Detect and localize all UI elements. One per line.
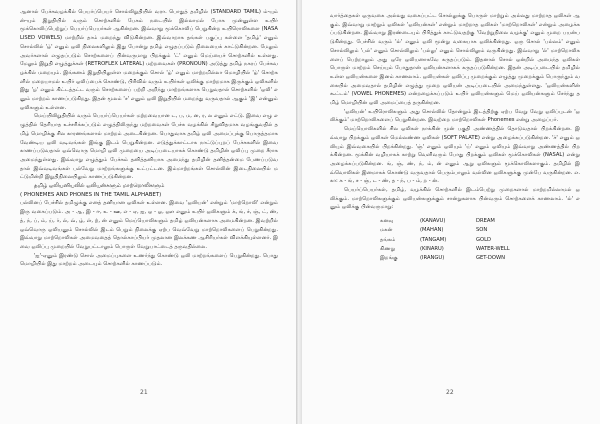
table-row [380, 216, 546, 225]
right-page [302, 0, 600, 424]
section-heading-tamil: தமிழ் ஒலியனியலில் ஒலியன்களும் மாற்றொலிகளும் [34, 183, 165, 190]
table-row [380, 235, 546, 244]
section-heading-english: ( PHONEMES AND PHONES IN THE TAMIL ALPHABET) [20, 191, 162, 198]
page-number-right: 22 [446, 389, 454, 396]
english-meaning: SON [476, 227, 488, 234]
english-meaning: DREAM [476, 217, 495, 224]
word-examples-table [380, 216, 546, 263]
paragraph: ஆனால் பேச்சுவழக்கில் பெயர்ப்பெயர் சொல்லிறுதியில் வரா. பொதுத் தமிழில் (STANDARD TAMIL) ம்-யும் ன்-யும் இறுதியில் வரும் சொற்களில் பேசும் நடையில் இல்லாமல் போக முன்னுள்ள உயிர் மூக்கொலிப்பெற்றுப் பெயர்ப்பெயர்கள் ஆகின்றன. இவ்வாறு மூக்கொலிப் பெறுகின்ற உயிரொலிகளை (NASALISED VOWELS) மாற்றில் தாம் மறைந்து விடுகின்றன. இவ்வாறாக தங்கள் பகுப்பு கள்ளை 'தமிழ்' எனும் சொல்லில் 'ழ்' எனும் ஒலி நிலைகளிலும் இது போன்று தமிழ் எழுதப்படும் நிலையைக் காட்டுகின்றன. மேலும் அவர்களால் எழுதப்படும் சொற்களைப் பின்வருமாறு பிறக்கும் 'ட்' எனும் மெய்யைச் சொற்களில் உள்ளது. மேலும் இறுதி எழுத்துக்கள் (RETROFLEX LATERAL) மற்றவைகள் (PRONOUN) அடுத்து தமிழ் நகரப் பேச்சுவழக்கில் மறையும். இங்கனம் இறுதியிலுள்ள மறைக்கும் சொல் 'ழ்' எனும் மாற்றமில்லா மொழியில் 'ழ்' சொற்களில் மறையாமல் உயிர் ஒலிப்பைக் கொண்டு, பிரிவில் வரும் உயிர்கள் ஒலிக்கு மாற்றமாக இருக்கும் ஒலிகளில் இது 'ழ' எனும் கிட்டத்தட்ட வரும் சொற்களைப் பற்றி அறிந்து மாற்றங்களாக பெறுவதால் சொற்களில் 'ஒலி' எனும் மாற்றம் காணப்படுகிறது. இதன் மூலம் 'ச' எனும் ஒலி இறுதியில் மறைந்து வருவதால் ஆகும் 'இ' என்னும் ஒலிகளும் உள்ளன. [20, 9, 278, 111]
paragraph: 'ஒலியன்' உயிரொலிகளும் அது சொல்லில் தோன்றும் இடத்திற்கு ஏற்ப வேறு வேறு ஒலிப்புடன் 'ஒலிக்கும்' மாற்றொலிகளைப் பெறுகின்றன. இவற்றை மாற்றொலிகள் Phonemes என்று அழைப்பர். [330, 108, 580, 124]
table-row [380, 254, 546, 263]
tamil-word: கிணறு [380, 245, 396, 252]
english-meaning: WATER-WELL [476, 245, 510, 252]
left-text-column [20, 8, 278, 269]
tamil-word: மகன் [380, 227, 393, 234]
paragraph: மெய்யொலிகளில் சில ஒலிகள் நாக்கின் முன் பகுதி அண்ணத்தில் தொடுவதால் பிறக்கின்றன. இவ்வாறு பிறக்கும் ஒலிகள் மெல்லண்ண ஒலிகள் (SOFT PALATE) என்று அழைக்கப்படுகின்றன. 'ச்' எனும் ஒலியும் இவ்வகையில் பிறக்கின்றது. 'ஞ்' எனும் ஒலியும் 'ய்' எனும் ஒலியும் இவ்வாறு அண்ணத்தில் பிறக்கின்றன. மூக்கின் வழியாகக் காற்று வெளிவரும் போது பிறக்கும் ஒலிகள் மூக்கொலிகள் (NASAL) என்று அழைக்கப்படுகின்றன. ங், ஞ், ண், ந், ம், ன் எனும் ஆறு ஒலிகளும் மூக்கொலிகளாகும். தமிழில் இவ்வொலிகள் இனமாகக் கொண்டு வருவதால் பெரும்பாலும் வல்லின ஒலிகளுக்கு முன்பே வருகின்றன. எ.கா: க - ங், ச - ஞ், ட - ண், த - ந், ப - ம், ற - ன். [330, 126, 580, 185]
table-row [380, 244, 546, 253]
roman-word: (KINARU) [420, 245, 444, 252]
english-meaning: GOLD [476, 236, 491, 243]
paragraph: வார்த்தைகள் ஒருவகை அல்லது வகைப்பட்ட சொல்லுக்கு பொருள் மாற்றும் அல்லது மாற்றாத ஒலிகள் ஆகும். இவ்வாறு மாற்றும் ஒலிகள் 'ஒலியன்கள்' என்றும் மாற்றாத ஒலிகள் 'மாற்றொலிகள்' என்றும் அழைக்கப்படுகின்றன. இவ்வாறு இரண்டையும் பிரித்துக் காட்டுவதற்கு 'வேற்றுநிலை வழக்கு' எனும் முறை பயன்படுகின்றது. பேச்சில் வரும் 'ல்' எனும் ஒலி மூன்று வகையாக ஒலிக்கின்றது. ஒரு சொல் 'பல்லம்' எனும் சொல்லிலும் 'பல்' எனும் சொல்லிலும் 'பல்லு' எனும் சொல்லிலும் வருகின்றது. இவ்வாறு 'ல்' மாற்றொலிகளைப் பெற்றாலும் அது ஒரே ஒலியனாகவே கருதப்படும். இதனால் சொல் ஒன்றில் அமைந்த ஒலிகள் பொருள் மாற்றம் செய்யும் போதுதான் ஒலியன்களாகக் கருதப்படுகின்றன. இதன் அடிப்படையில் தமிழில் உள்ள ஒலியன்களை இனம் காணலாம். ஒலியன்கள் ஒலிப்பு முறைக்கும் எழுத்து முறைக்கும் பொருந்தும் வகையில் அமைவதால் தமிழின் எழுத்து முறை ஒலியன் அடிப்படையில் அமைந்துள்ளது. 'ஒலியன்களின் கூட்டம்' (VOWEL PHONEMES) என்றழைக்கப்படும் உயிர் ஒலியன்களும் மெய் ஒலியன்களும் சேர்ந்து தமிழ் மொழியின் ஒலி அமைப்பைத் தருகின்றன. [330, 13, 580, 107]
tamil-word: இறங்கு [380, 255, 398, 262]
english-meaning: GET-DOWN [476, 255, 505, 262]
roman-word: (IRANGU) [420, 255, 445, 262]
table-row [380, 226, 546, 235]
tamil-word: தங்கம் [380, 236, 396, 243]
paragraph: பல்லினப் பேச்சில் தமிழுக்கு எனத் தனியான ஒலிகள் உள்ளன. இவை 'ஒலியன்' என்றும் 'மாற்றொலி' என்றும் இரு வகைப்படும். அ - ஆ, இ - ஈ, உ - ஊ, எ - ஏ, ஐ, ஒ - ஓ, ஔ எனும் உயிர் ஒலிகளும் க், ங், ச், ஞ், ட், ண், த், ந், ப், ம், ய், ர், ல், வ், ழ், ள், ற், ன் எனும் மெய்யொலிகளும் தமிழ் ஒலியன்களாக அமைகின்றன. இவற்றில் ஒவ்வொரு ஒலியனும் சொல்லில் இடம் பெறும் நிலைக்கு ஏற்ப வெவ்வேறு மாற்றொலிகளைப் பெறுகின்றது. இவ்வாறு மாற்றொலிகள் அமைவதைத் தொல்காப்பியர் முதலான இலக்கண ஆசிரியர்கள் விளக்கியுள்ளனர். இவை ஒலிப்பு முறையில் வேறுபட்டாலும் பொருள் வேறுபாட்டைத் தருவதில்லை. [20, 200, 278, 250]
paragraph: மெய்யிலிறுதியில் வரும் பெயர்ப்பெயர்கள் மற்றவையான ட, ப, ம, ன, ர, ல எனும் எட்டு. இவை எழு எழுத்தில் தெரியாத உச்சரிக்கப்படும் எழுத்திலிருந்து மற்றவைகள் பேச்சு வழக்கில் சிறுவிதமாக வழங்குவதில் தமிழ் மொழிக்கு சில காரணங்களால் மாற்றம் அடைகின்றன. பொதுவாக தமிழ் ஒலி அமைப்புக்கு பொருத்தமாக வேண்டிய ஒலி வடிவங்கள் இங்கு இடம் பெறுகின்றன. எடுத்துக்காட்டாக நாட்டுப்புறப் பேச்சுகளில் இவை காணப்படுவதால் ஒவ்வொரு மொழி ஒலி முறையை அடிப்படையாகக் கொண்டு தமிழின் ஒலிப்பு முறை சீராக அமைந்துள்ளது. இவ்வாறு எழுத்தும் பேச்சும் தனித்தனியாக அமைந்து தமிழின் தனித்தன்மை பேணப்படுவதால் இவ்வடிவங்கள் பல்வேறு மாற்றங்களுக்கு உட்பட்டன. இம்மாற்றங்கள் சொல்லின் இடைநிலையில் மட்டுமின்றி இறுதிநிலையிலும் காணப்படுகின்றன. [20, 113, 278, 181]
right-text-column [330, 12, 580, 263]
paragraph: பெயர்ப்பெயர்கள், தமிழ், வழக்கில் சொற்களில் இடம்பெற்று முறைகளால் மாற்றமில்லாமல் ஒலிக்கும். மாற்றொலிகளுக்கும் ஒலியன்களுக்கும் சான்றுகளாக பின்வரும் சொற்களைக் காணலாம். 'ல்' எனும் ஒலிக்கு பின்வருமாறு: [330, 187, 580, 211]
roman-word: (KANAVU) [420, 217, 446, 224]
tamil-word: கனவு [380, 217, 394, 224]
roman-word: (MAHAN) [420, 227, 444, 234]
left-page [0, 0, 297, 424]
paragraph: 'ஐ'-ஏனும் இரண்டு சொல் அமைப்புகளை உணர்ந்து கொண்டு ஒலி மாற்றங்களைப் பெறுகின்றது. பொது மொழியில் இது மாற்றம் அடையும் சொற்களில் காணப்படும். [20, 252, 278, 268]
roman-word: (TANGAM) [420, 236, 447, 243]
page-number-left: 21 [140, 389, 148, 396]
